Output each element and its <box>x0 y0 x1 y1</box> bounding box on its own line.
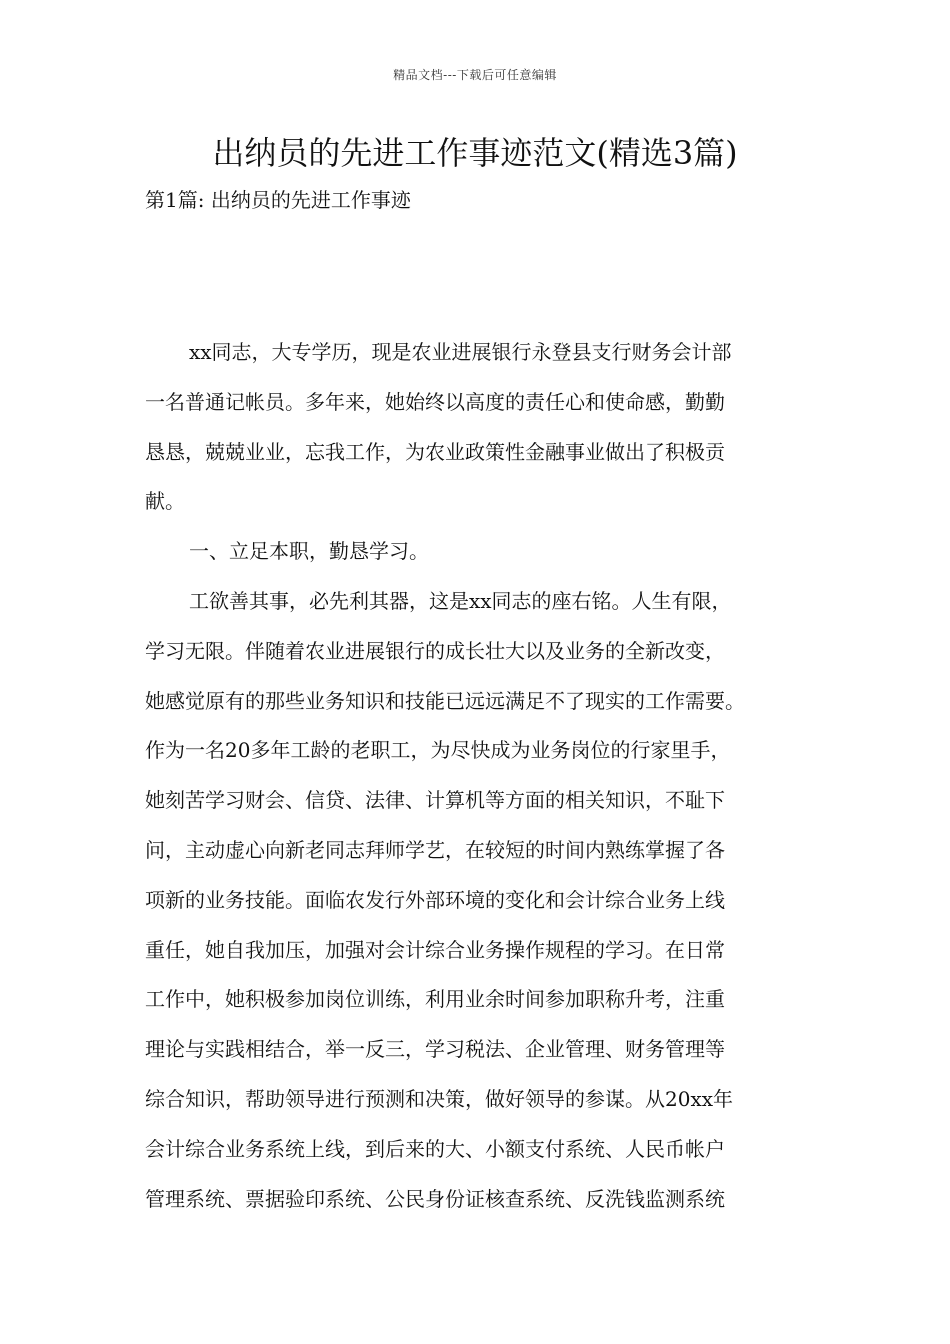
paragraph-line: 一名普通记帐员。多年来，她始终以高度的责任心和使命感，勤勤 <box>145 389 725 414</box>
paragraph-line: xx同志，大专学历，现是农业进展银行永登县支行财务会计部 <box>189 340 732 364</box>
paragraph-line: 工作中，她积极参加岗位训练，利用业余时间参加职称升考，注重 <box>145 987 725 1012</box>
paragraph-line: 作为一名20多年工龄的老职工，为尽快成为业务岗位的行家里手， <box>145 738 731 763</box>
paragraph-line: 管理系统、票据验印系统、公民身份证核查系统、反洗钱监测系统 <box>145 1186 725 1211</box>
paragraph-line: 会计综合业务系统上线，到后来的大、小额支付系统、人民币帐户 <box>145 1136 725 1161</box>
subheading: 一、立足本职，勤恳学习。 <box>189 539 429 564</box>
paragraph-line: 学习无限。伴随着农业进展银行的成长壮大以及业务的全新改变， <box>145 638 725 663</box>
paragraph-line: 献。 <box>145 489 185 514</box>
document-title: 出纳员的先进工作事迹范文(精选3篇) <box>212 134 738 172</box>
paragraph-line: 她感觉原有的那些业务知识和技能已远远满足不了现实的工作需要。 <box>145 688 745 713</box>
header-note: 精品文档---下载后可任意编辑 <box>393 68 557 82</box>
paragraph-line: 理论与实践相结合，举一反三，学习税法、企业管理、财务管理等 <box>145 1037 725 1062</box>
section-heading: 第1篇: 出纳员的先进工作事迹 <box>145 188 411 212</box>
paragraph-line: 项新的业务技能。面临农发行外部环境的变化和会计综合业务上线 <box>145 887 725 912</box>
paragraph-line: 工欲善其事，必先利其器，这是xx同志的座右铭。人生有限， <box>189 588 732 613</box>
paragraph-line: 她刻苦学习财会、信贷、法律、计算机等方面的相关知识，不耻下 <box>145 788 725 813</box>
paragraph-line: 重任，她自我加压，加强对会计综合业务操作规程的学习。在日常 <box>145 937 725 962</box>
paragraph-intro <box>145 328 825 1224</box>
paragraph-line: 问，主动虚心向新老同志拜师学艺，在较短的时间内熟练掌握了各 <box>145 837 725 862</box>
paragraph-line: 恳恳，兢兢业业，忘我工作，为农业政策性金融事业做出了积极贡 <box>145 439 725 464</box>
paragraph-line: 综合知识，帮助领导进行预测和决策，做好领导的参谋。从20xx年 <box>145 1086 734 1111</box>
